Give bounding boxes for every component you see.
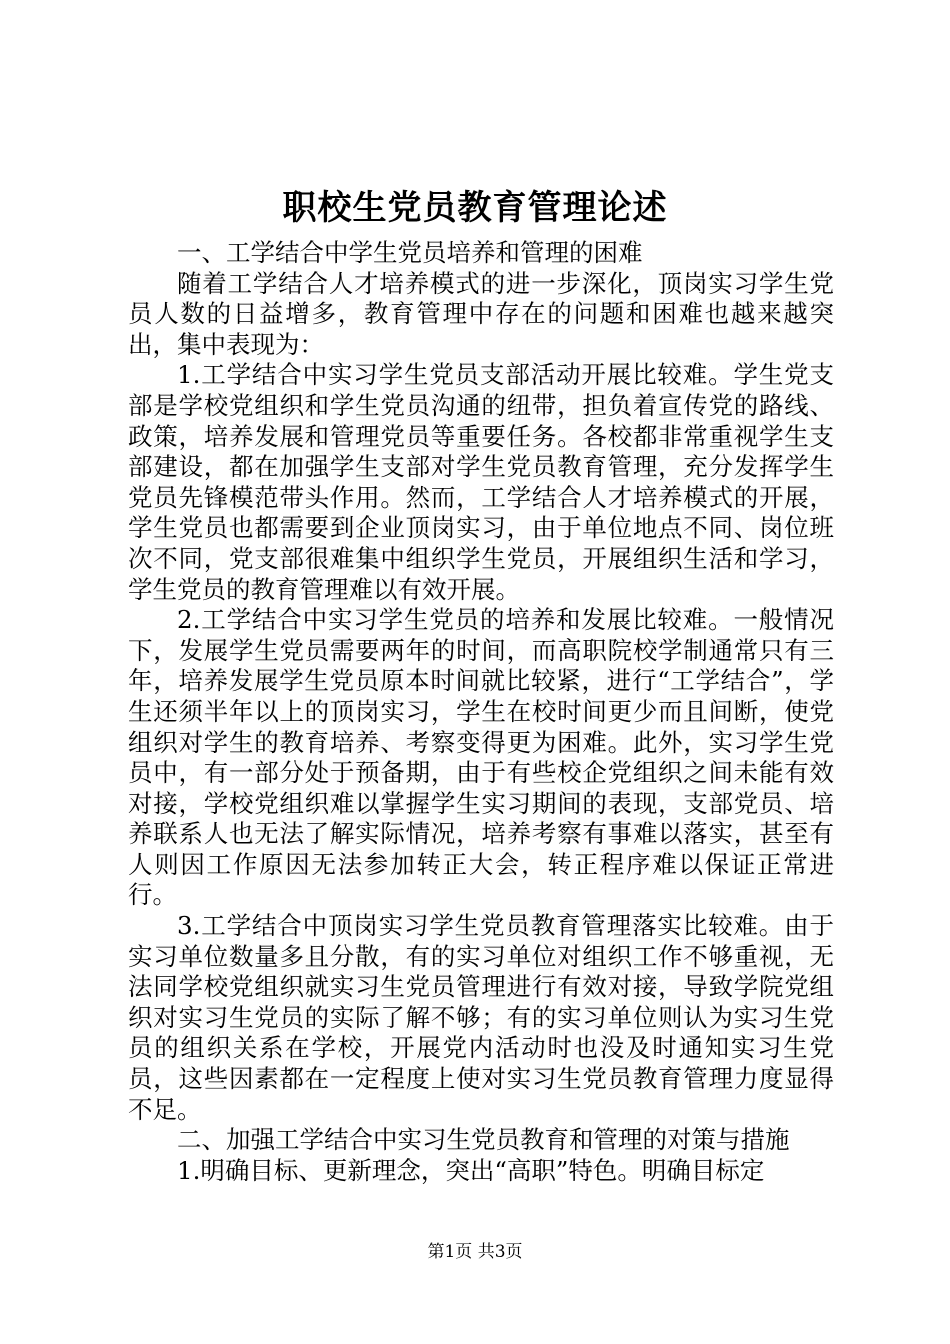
document-body (128, 238, 834, 1186)
paragraph-intro: 随着工学结合人才培养模式的进一步深化，顶岗实习学生党员人数的日益增多，教育管理中存在的问题和困难也越来越突出，集中表现为： (128, 268, 834, 359)
paragraph-measure-1: 1.明确目标、更新理念，突出“高职”特色。明确目标定 (177, 1155, 765, 1185)
section-heading-2: 二、加强工学结合中实习生党员教育和管理的对策与措施 (177, 1125, 790, 1155)
paragraph-point-2: 2.工学结合中实习学生党员的培养和发展比较难。一般情况下，发展学生党员需要两年的时间，而高职院校学制通常只有三年，培养发展学生党员原本时间就比较紧，进行“工学结合”，学生还须半年以上的顶岗实习，学生在校时间更少而且间断，使党组织对学生的教育培养、考察变得更为困难。此外，实习学生党员中，有一部分处于预备期，由于有些校企党组织之间未能有效对接，学校党组织难以掌握学生实习期间的表现，支部党员、培养联系人也无法了解实际情况，培养考察有事难以落实，甚至有人则因工作原因无法参加转正大会，转正程序难以保证正常进行。 (128, 605, 834, 910)
paragraph-point-3: 3.工学结合中顶岗实习学生党员教育管理落实比较难。由于实习单位数量多且分散，有的实习单位对组织工作不够重视，无法同学校党组织就实习生党员管理进行有效对接，导致学院党组织对实习生党员的实际了解不够；有的实习单位则认为实习生党员的组织关系在学校，开展党内活动时也没及时通知实习生党员，这些因素都在一定程度上使对实习生党员教育管理力度显得不足。 (128, 911, 834, 1124)
document-title: 职校生党员教育管理论述 (282, 188, 668, 228)
page-footer: 第1页 共3页 (427, 1242, 523, 1262)
paragraph-point-1: 1.工学结合中实习学生党员支部活动开展比较难。学生党支部是学校党组织和学生党员沟通的纽带，担负着宣传党的路线、政策，培养发展和管理党员等重要任务。各校都非常重视学生支部建设，都在加强学生支部对学生党员教育管理，充分发挥学生党员先锋模范带头作用。然而，工学结合人才培养模式的开展，学生党员也都需要到企业顶岗实习，由于单位地点不同、岗位班次不同，党支部很难集中组织学生党员，开展组织生活和学习，学生党员的教育管理难以有效开展。 (128, 360, 834, 604)
section-heading-1: 一、工学结合中学生党员培养和管理的困难 (177, 238, 643, 267)
